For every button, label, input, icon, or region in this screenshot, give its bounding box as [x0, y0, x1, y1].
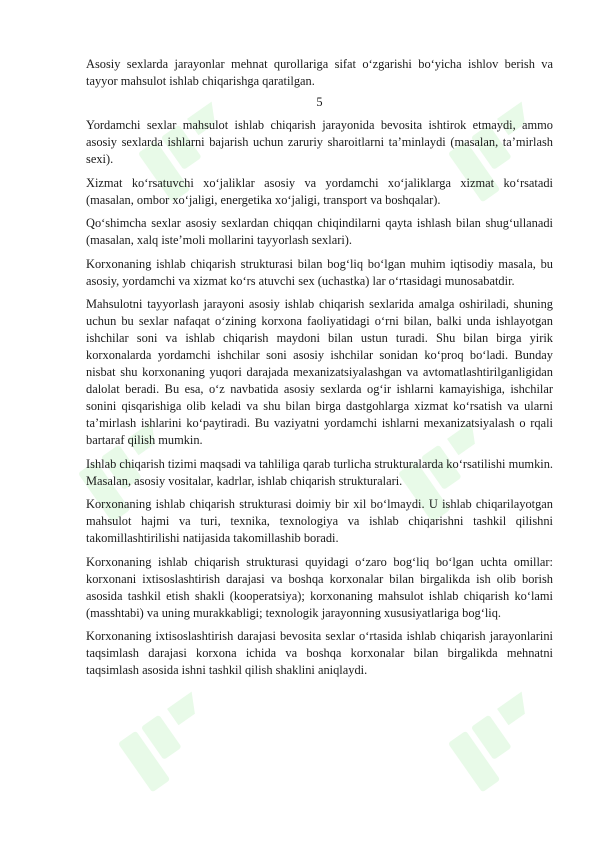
page-number: 5 — [316, 95, 323, 109]
intro-paragraph: Asosiy sexlarda jarayonlar mehnat qurollariga sifat oʻzgarishi boʻyicha ishlov berish va tayyor mahsulot ishlab chiqarishga qaratilgan. — [86, 57, 553, 88]
paragraph: Ishlab chiqarish tizimi maqsadi va tahliliga qarab turlicha strukturalarda koʻrsatilishi mumkin. Masalan, asosiy vositalar, kadrlar, ishlab chiqarish strukturalari. — [86, 456, 553, 488]
document-body — [86, 56, 553, 686]
paragraph: Mahsulotni tayyorlash jarayoni asosiy ishlab chiqarish sexlarida amalga oshiriladi, shuning uchun bu sexlar nafaqat oʻzining korxona faoliyatidagi oʻrni bilan, balki unda ishlayotgan ishchilar soni va ishlab chiqarish maydoni bilan ustun turadi. Shu bilan birga yirik korxonalarda yordamchi ishchilar soni asosiy ishchilar sonidan koʻproq boʻladi. Bunday nisbat shu korxonaning yuqori darajada mexanizatsiyalashgan va avtomatlashtirilganligidan dalolat beradi. Bu esa, oʻz navbatida asosiy sexlarda ogʻir ishlarni kamayishiga, ishchilar sonini qisqarishiga olib keladi va shu bilan birga dastgohlarga xizmat koʻrsatish va ularni taʼmirlash ishlarini koʻpaytiradi. Bu vaziyatni yordamchi ishlarni mexanizatsiyalash o rqali bartaraf qilish mumkin. — [86, 297, 553, 447]
paragraph: Korxonaning ishlab chiqarish strukturasi bilan bogʻliq boʻlgan muhim iqtisodiy masala, bu asosiy, yordamchi va xizmat koʻrs atuvchi sex (uchastka) lar oʻrtasidagi munosabatdir. — [86, 256, 553, 288]
paragraph: Korxonaning ishlab chiqarish strukturasi quyidagi oʻzaro bogʻliq boʻlgan uchta omillar: korxonani ixtisoslashtirish darajasi va boshqa korxonalar bilan birgalikda ish olib borish asosida tashkil etish shakli (kooperatsiya); korxonaning mahsulot ishlab chiqarish koʻlami (masshtabi) va uning murakkabligi; texnologik jarayonning xususiyatlariga bogʻliq. — [86, 554, 553, 620]
paragraph: Xizmat koʻrsatuvchi xoʻjaliklar asosiy va yordamchi xoʻjaliklarga xizmat koʻrsatadi (masalan, ombor xoʻjaligi, energetika xoʻjaligi, transport va boshqalar). — [86, 175, 553, 207]
paragraph: Qoʻshimcha sexlar asosiy sexlardan chiqqan chiqindilarni qayta ishlash bilan shugʻullanadi (masalan, xalq isteʼmoli mollarini tayyorlash sexlari). — [86, 216, 553, 247]
paragraph: Korxonaning ixtisoslashtirish darajasi bevosita sexlar oʻrtasida ishlab chiqarish jarayonlarini taqsimlash darajasi korxona ichida va boshqa korxonalar bilan birgalikda mehnatni taqsimlash asosida ishni tashkil qilish shaklini aniqlaydi. — [86, 629, 553, 677]
paragraph: Korxonaning ishlab chiqarish strukturasi doimiy bir xil boʻlmaydi. U ishlab chiqarilayotgan mahsulot hajmi va turi, texnika, texnologiya va ishlab chiqarishni tashkil qilishni takomillashtirilishi natijasida takomillashib boradi. — [86, 497, 553, 545]
paragraph: Yordamchi sexlar mahsulot ishlab chiqarish jarayonida bevosita ishtirok etmaydi, ammo asosiy sexlarda ishlarni bajarish uchun zaruriy sharoitlarni taʼminlaydi (masalan, taʼmirlash sexi). — [86, 118, 553, 166]
